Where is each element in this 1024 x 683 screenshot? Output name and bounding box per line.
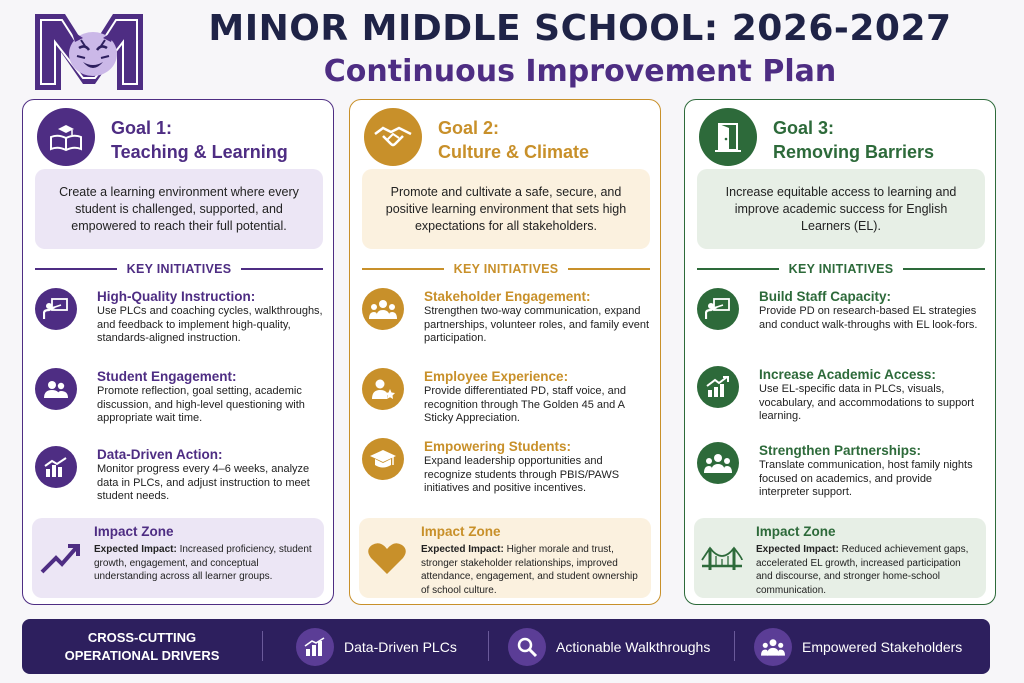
key-initiatives-divider	[697, 260, 985, 278]
initiative-heading: High-Quality Instruction:	[97, 289, 256, 304]
drivers-label-line2: OPERATIONAL DRIVERS	[64, 648, 220, 663]
bridge-icon	[700, 538, 744, 578]
impact-zone	[694, 518, 986, 598]
goal-title	[773, 116, 934, 164]
initiative-body: Expand leadership opportunities and recognize students through PBIS/PAWS initiatives and positive incentives.	[424, 455, 620, 494]
initiative-body: Monitor progress every 4–6 weeks, analyze data in PLCs, and adjust instruction to meet student needs.	[97, 463, 310, 502]
growth-chart-icon	[697, 366, 739, 408]
impact-label: Expected Impact:	[421, 544, 504, 555]
initiative-body: Provide differentiated PD, staff voice, and recognition through The Golden 45 and A Sticky Appreciation.	[424, 385, 626, 424]
driver-item	[296, 626, 457, 668]
initiative-heading: Data-Driven Action:	[97, 447, 223, 462]
initiative-heading: Student Engagement:	[97, 369, 237, 384]
goal-card-removing-barriers	[684, 99, 996, 605]
goal-card-culture-climate	[349, 99, 661, 605]
divider	[734, 631, 735, 661]
page-title: MINOR MIDDLE SCHOOL: 2026-2027	[208, 8, 952, 49]
trend-arrow-icon	[38, 538, 82, 578]
group-icon	[362, 288, 404, 330]
impact-label: Expected Impact:	[756, 544, 839, 555]
impact-text: Reduced achievement gaps, accelerated EL growth, increased participation and discourse, and stronger home-school communication.	[756, 544, 969, 596]
initiative-heading: Employee Experience:	[424, 369, 569, 384]
driver-label: Data-Driven PLCs	[344, 639, 457, 655]
tiger-icon	[69, 30, 117, 76]
initiative-body: Provide PD on research-based EL strategies and conduct walk-throughs with EL look-fors.	[759, 305, 978, 331]
goal-statement: Promote and cultivate a safe, secure, and positive learning environment that sets high expectations for all stakeholders.	[362, 169, 650, 249]
book-graduation-icon	[37, 108, 95, 166]
impact-text: Increased proficiency, student growth, engagement, and conceptual understanding across all learner groups.	[94, 544, 312, 582]
impact-description	[94, 543, 318, 584]
goal-title	[111, 116, 288, 164]
impact-label: Expected Impact:	[94, 544, 177, 555]
goal-number: Goal 3:	[773, 118, 835, 138]
driver-item	[754, 626, 962, 668]
drivers-label-line1: CROSS-CUTTING	[87, 630, 197, 645]
teacher-board-icon	[697, 288, 739, 330]
key-initiatives-label: KEY INITIATIVES	[453, 262, 559, 276]
initiative-heading: Strengthen Partnerships:	[759, 443, 922, 458]
key-initiatives-divider	[35, 260, 323, 278]
impact-title: Impact Zone	[421, 524, 501, 539]
goal-statement: Increase equitable access to learning and improve academic success for English Learners (EL).	[697, 169, 985, 249]
goal-statement: Create a learning environment where every student is challenged, supported, and empowered to reach their full potential.	[35, 169, 323, 249]
initiative-heading: Increase Academic Access:	[759, 367, 936, 382]
goal-name: Culture & Climate	[438, 142, 590, 162]
key-initiatives-label: KEY INITIATIVES	[788, 262, 894, 276]
initiative-heading: Build Staff Capacity:	[759, 289, 892, 304]
impact-title: Impact Zone	[756, 524, 836, 539]
key-initiatives-divider	[362, 260, 650, 278]
person-star-icon	[362, 368, 404, 410]
driver-label: Actionable Walkthroughs	[556, 639, 711, 655]
initiative-heading: Stakeholder Engagement:	[424, 289, 591, 304]
group-icon	[754, 628, 792, 666]
impact-description	[756, 543, 980, 597]
goal-title	[438, 116, 589, 164]
impact-text: Higher morale and trust, stronger stakeholder relationships, improved attendance, engagement, and student ownership of school culture.	[421, 544, 638, 596]
driver-item	[508, 626, 710, 668]
initiative-body: Promote reflection, goal setting, academic discussion, and high-level questioning with appropriate wait time.	[97, 385, 305, 424]
teacher-board-icon	[35, 288, 77, 330]
impact-title: Impact Zone	[94, 524, 174, 539]
school-logo	[33, 12, 145, 92]
initiative-body: Use PLCs and coaching cycles, walkthroughs, and feedback to implement high-quality, standards-aligned instruction.	[97, 305, 323, 344]
goal-number: Goal 1:	[111, 118, 173, 138]
students-icon	[35, 368, 77, 410]
handshake-icon	[364, 108, 422, 166]
initiative-heading: Empowering Students:	[424, 439, 572, 454]
page-subtitle: Continuous Improvement Plan	[323, 54, 837, 89]
goal-name: Teaching & Learning	[111, 142, 288, 162]
goal-name: Removing Barriers	[773, 142, 935, 162]
divider	[488, 631, 489, 661]
divider	[262, 631, 263, 661]
bar-chart-icon	[35, 446, 77, 488]
group-icon	[697, 442, 739, 484]
open-door-icon	[699, 108, 757, 166]
impact-zone	[359, 518, 651, 598]
bar-chart-icon	[296, 628, 334, 666]
key-initiatives-label: KEY INITIATIVES	[126, 262, 232, 276]
impact-zone	[32, 518, 324, 598]
goal-number: Goal 2:	[438, 118, 500, 138]
operational-drivers-bar	[22, 619, 990, 674]
magnifier-icon	[508, 628, 546, 666]
goal-card-teaching-learning	[22, 99, 334, 605]
driver-label: Empowered Stakeholders	[802, 639, 963, 655]
initiative-body: Strengthen two-way communication, expand partnerships, volunteer roles, and family event participation.	[424, 305, 650, 344]
drivers-label	[34, 629, 250, 665]
graduation-cap-icon	[362, 438, 404, 480]
initiative-body: Use EL-specific data in PLCs, visuals, vocabulary, and accommodations to support learning.	[759, 383, 975, 422]
heart-icon	[365, 538, 409, 578]
initiative-body: Translate communication, host family nights focused on academics, and provide interpreter support.	[759, 459, 973, 498]
impact-description	[421, 543, 645, 597]
